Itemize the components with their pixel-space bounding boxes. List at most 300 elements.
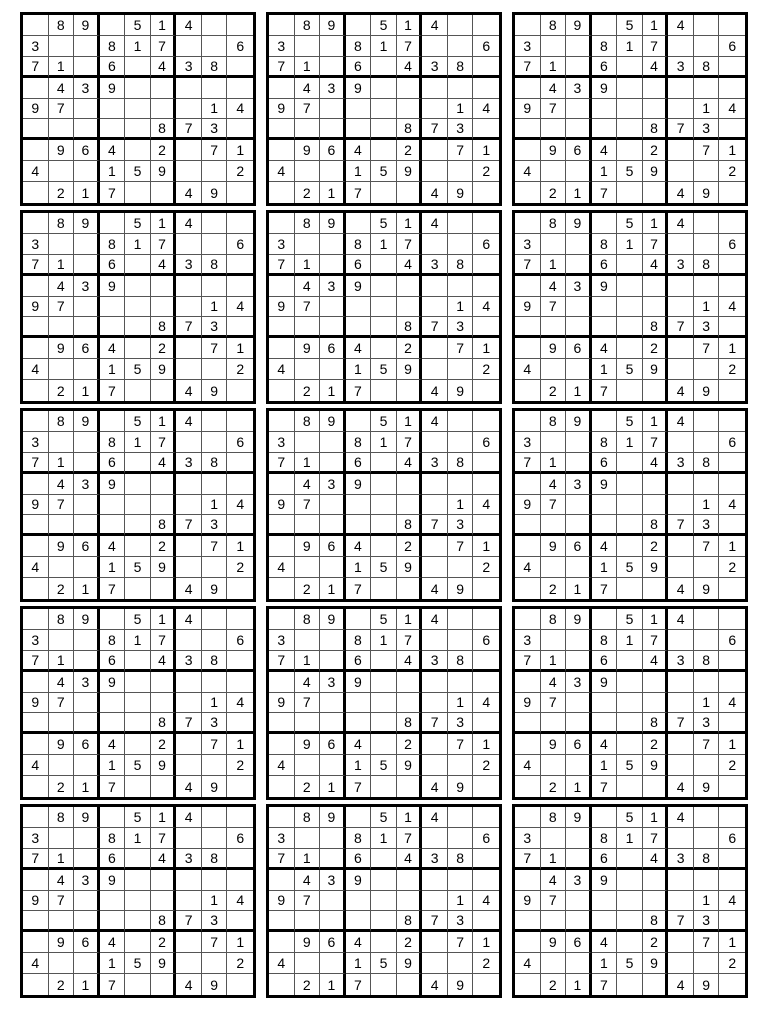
- sudoku-cell: [320, 891, 346, 912]
- sudoku-cell: 3: [269, 432, 295, 453]
- sudoku-cell: 4: [151, 453, 177, 474]
- sudoku-cell: 9: [643, 557, 669, 578]
- sudoku-cell: [74, 453, 100, 474]
- sudoku-cell: 4: [346, 338, 372, 359]
- sudoku-cell: 8: [100, 630, 126, 651]
- sudoku-cell: 1: [74, 380, 100, 401]
- sudoku-cell: [202, 474, 228, 495]
- sudoku-cell: [269, 974, 295, 995]
- sudoku-cell: [719, 276, 745, 297]
- sudoku-cell: 7: [515, 453, 541, 474]
- sudoku-cell: 3: [422, 453, 448, 474]
- sudoku-cell: 6: [592, 453, 618, 474]
- sudoku-cell: 3: [74, 78, 100, 99]
- sudoku-cell: 6: [473, 432, 499, 453]
- sudoku-cell: 7: [151, 36, 177, 57]
- sudoku-cell: [515, 474, 541, 495]
- sudoku-cell: 9: [49, 932, 75, 953]
- sudoku-cell: [202, 78, 228, 99]
- sudoku-cell: [49, 515, 75, 536]
- sudoku-cell: [397, 870, 423, 891]
- sudoku-cell: [643, 495, 669, 516]
- sudoku-cell: 9: [515, 297, 541, 318]
- sudoku-cell: 1: [100, 953, 126, 974]
- sudoku-cell: 7: [295, 99, 321, 120]
- sudoku-cell: [719, 713, 745, 734]
- sudoku-cell: [269, 78, 295, 99]
- sudoku-cell: 4: [176, 182, 202, 203]
- sudoku-cell: 5: [125, 15, 151, 36]
- sudoku-cell: 1: [448, 693, 474, 714]
- sudoku-cell: 6: [100, 849, 126, 870]
- sudoku-cell: 1: [592, 953, 618, 974]
- sudoku-cell: 4: [176, 213, 202, 234]
- sudoku-cell: 7: [643, 828, 669, 849]
- sudoku-cell: [566, 849, 592, 870]
- sudoku-cell: [473, 255, 499, 276]
- sudoku-cell: 8: [448, 453, 474, 474]
- sudoku-cell: [176, 870, 202, 891]
- sudoku-cell: 9: [566, 609, 592, 630]
- sudoku-cell: 6: [74, 140, 100, 161]
- sudoku-cell: [125, 515, 151, 536]
- sudoku-cell: 1: [346, 755, 372, 776]
- sudoku-cell: 9: [100, 870, 126, 891]
- sudoku-cell: 7: [202, 140, 228, 161]
- sudoku-cell: [371, 911, 397, 932]
- sudoku-cell: 2: [151, 536, 177, 557]
- sudoku-cell: [269, 515, 295, 536]
- sudoku-cell: [422, 891, 448, 912]
- sudoku-cell: 8: [397, 911, 423, 932]
- sudoku-cell: 4: [100, 932, 126, 953]
- sudoku-cell: [515, 713, 541, 734]
- sudoku-cell: 2: [151, 734, 177, 755]
- sudoku-cell: [125, 932, 151, 953]
- sudoku-cell: 3: [668, 57, 694, 78]
- sudoku-cell: [74, 57, 100, 78]
- sudoku-cell: [269, 276, 295, 297]
- sudoku-cell: 7: [541, 495, 567, 516]
- sudoku-cell: 4: [668, 807, 694, 828]
- sudoku-cell: 9: [566, 15, 592, 36]
- sudoku-cell: [719, 380, 745, 401]
- sudoku-cell: [448, 828, 474, 849]
- sudoku-cell: 1: [74, 578, 100, 599]
- sudoku-cell: 1: [473, 338, 499, 359]
- sudoku-cell: 7: [643, 630, 669, 651]
- sudoku-cell: [269, 338, 295, 359]
- sudoku-cell: 7: [668, 515, 694, 536]
- sudoku-cell: 1: [541, 255, 567, 276]
- sudoku-cell: 9: [592, 672, 618, 693]
- sudoku-cell: [202, 953, 228, 974]
- sudoku-puzzle: [266, 12, 502, 206]
- sudoku-cell: [269, 578, 295, 599]
- sudoku-cell: [668, 432, 694, 453]
- sudoku-cell: 1: [125, 36, 151, 57]
- sudoku-cell: [295, 359, 321, 380]
- sudoku-cell: 4: [295, 78, 321, 99]
- sudoku-cell: [125, 974, 151, 995]
- sudoku-cell: 4: [100, 536, 126, 557]
- sudoku-cell: 5: [125, 161, 151, 182]
- sudoku-cell: 4: [100, 338, 126, 359]
- sudoku-cell: [269, 380, 295, 401]
- sudoku-cell: 8: [49, 15, 75, 36]
- sudoku-cell: 6: [719, 36, 745, 57]
- sudoku-cell: [592, 713, 618, 734]
- sudoku-cell: 7: [668, 911, 694, 932]
- sudoku-cell: [592, 119, 618, 140]
- sudoku-cell: 7: [176, 119, 202, 140]
- sudoku-cell: [227, 57, 253, 78]
- sudoku-cell: 9: [592, 870, 618, 891]
- sudoku-cell: 7: [668, 317, 694, 338]
- sudoku-cell: 8: [448, 849, 474, 870]
- sudoku-cell: [566, 234, 592, 255]
- sudoku-cell: [125, 474, 151, 495]
- sudoku-cell: [125, 495, 151, 516]
- sudoku-cell: [371, 140, 397, 161]
- sudoku-cell: [346, 317, 372, 338]
- sudoku-cell: [617, 495, 643, 516]
- sudoku-cell: [668, 953, 694, 974]
- sudoku-cell: [397, 297, 423, 318]
- sudoku-puzzle: [512, 606, 748, 800]
- sudoku-cell: 2: [295, 578, 321, 599]
- sudoku-cell: [422, 140, 448, 161]
- sudoku-cell: 7: [592, 380, 618, 401]
- sudoku-cell: [668, 557, 694, 578]
- sudoku-cell: 5: [371, 213, 397, 234]
- sudoku-cell: [668, 338, 694, 359]
- sudoku-cell: 3: [176, 651, 202, 672]
- sudoku-cell: [668, 870, 694, 891]
- sudoku-cell: [371, 849, 397, 870]
- sudoku-cell: [151, 693, 177, 714]
- sudoku-cell: 9: [269, 495, 295, 516]
- sudoku-cell: 4: [49, 672, 75, 693]
- sudoku-puzzle: [512, 408, 748, 602]
- sudoku-cell: [151, 974, 177, 995]
- sudoku-cell: [566, 99, 592, 120]
- sudoku-cell: 1: [541, 849, 567, 870]
- sudoku-cell: 6: [592, 57, 618, 78]
- sudoku-cell: [371, 974, 397, 995]
- sudoku-cell: [269, 15, 295, 36]
- sudoku-puzzle: [266, 408, 502, 602]
- sudoku-cell: [719, 609, 745, 630]
- sudoku-puzzle: [20, 210, 256, 404]
- sudoku-cell: [176, 630, 202, 651]
- sudoku-cell: 3: [448, 911, 474, 932]
- sudoku-cell: 8: [151, 713, 177, 734]
- sudoku-cell: [668, 755, 694, 776]
- sudoku-cell: [371, 672, 397, 693]
- sudoku-cell: 4: [422, 974, 448, 995]
- sudoku-cell: [49, 557, 75, 578]
- sudoku-cell: [23, 911, 49, 932]
- sudoku-cell: [176, 276, 202, 297]
- sudoku-puzzle: [20, 12, 256, 206]
- sudoku-cell: 1: [151, 411, 177, 432]
- sudoku-cell: [151, 380, 177, 401]
- sudoku-cell: 1: [643, 609, 669, 630]
- sudoku-cell: [617, 140, 643, 161]
- sudoku-cell: [269, 713, 295, 734]
- sudoku-cell: 4: [227, 891, 253, 912]
- sudoku-cell: [23, 870, 49, 891]
- sudoku-cell: [566, 317, 592, 338]
- sudoku-cell: 9: [74, 213, 100, 234]
- sudoku-cell: 8: [202, 651, 228, 672]
- sudoku-cell: [125, 891, 151, 912]
- sudoku-cell: [49, 317, 75, 338]
- sudoku-cell: 7: [346, 182, 372, 203]
- sudoku-cell: 2: [227, 359, 253, 380]
- sudoku-cell: [617, 974, 643, 995]
- sudoku-cell: [515, 276, 541, 297]
- sudoku-cell: [422, 672, 448, 693]
- sudoku-cell: [23, 609, 49, 630]
- sudoku-cell: 2: [49, 578, 75, 599]
- sudoku-cell: 2: [49, 776, 75, 797]
- sudoku-cell: [694, 432, 720, 453]
- sudoku-cell: 7: [151, 630, 177, 651]
- sudoku-cell: [592, 411, 618, 432]
- sudoku-cell: 5: [125, 557, 151, 578]
- sudoku-cell: [202, 630, 228, 651]
- sudoku-cell: 6: [346, 255, 372, 276]
- sudoku-cell: 3: [668, 255, 694, 276]
- sudoku-cell: [473, 78, 499, 99]
- sudoku-cell: 4: [23, 755, 49, 776]
- sudoku-cell: [719, 911, 745, 932]
- sudoku-cell: 4: [269, 755, 295, 776]
- sudoku-cell: [566, 953, 592, 974]
- sudoku-cell: [617, 672, 643, 693]
- sudoku-cell: 8: [592, 432, 618, 453]
- sudoku-cell: 5: [371, 557, 397, 578]
- sudoku-cell: 7: [269, 849, 295, 870]
- sudoku-cell: 7: [397, 36, 423, 57]
- sudoku-cell: 6: [100, 57, 126, 78]
- sudoku-cell: [473, 119, 499, 140]
- sudoku-cell: 9: [269, 891, 295, 912]
- sudoku-cell: 1: [617, 36, 643, 57]
- sudoku-cell: [227, 182, 253, 203]
- sudoku-cell: [422, 536, 448, 557]
- sudoku-cell: [566, 36, 592, 57]
- sudoku-cell: [371, 119, 397, 140]
- sudoku-cell: [269, 672, 295, 693]
- sudoku-cell: 1: [371, 36, 397, 57]
- sudoku-cell: 7: [100, 578, 126, 599]
- sudoku-puzzle: [266, 210, 502, 404]
- sudoku-cell: [473, 672, 499, 693]
- sudoku-cell: [227, 474, 253, 495]
- sudoku-cell: 8: [202, 453, 228, 474]
- sudoku-cell: 7: [269, 57, 295, 78]
- sudoku-cell: 4: [176, 578, 202, 599]
- sudoku-cell: 1: [371, 630, 397, 651]
- sudoku-cell: [694, 411, 720, 432]
- sudoku-cell: 5: [617, 557, 643, 578]
- sudoku-cell: [515, 870, 541, 891]
- sudoku-cell: 1: [371, 432, 397, 453]
- sudoku-cell: [227, 713, 253, 734]
- sudoku-cell: 4: [422, 411, 448, 432]
- sudoku-cell: 4: [668, 15, 694, 36]
- sudoku-cell: [473, 974, 499, 995]
- sudoku-cell: 1: [100, 755, 126, 776]
- sudoku-cell: [592, 891, 618, 912]
- sudoku-cell: 1: [719, 536, 745, 557]
- sudoku-cell: [23, 213, 49, 234]
- sudoku-cell: [346, 911, 372, 932]
- sudoku-cell: [643, 182, 669, 203]
- sudoku-cell: [125, 338, 151, 359]
- sudoku-cell: 4: [541, 870, 567, 891]
- sudoku-cell: [202, 234, 228, 255]
- sudoku-cell: 1: [49, 255, 75, 276]
- sudoku-cell: [515, 578, 541, 599]
- sudoku-cell: [176, 693, 202, 714]
- sudoku-cell: 9: [23, 99, 49, 120]
- sudoku-cell: 7: [23, 57, 49, 78]
- sudoku-cell: 3: [320, 78, 346, 99]
- sudoku-cell: 4: [176, 609, 202, 630]
- sudoku-cell: 1: [295, 453, 321, 474]
- sudoku-cell: 2: [227, 755, 253, 776]
- sudoku-cell: 2: [295, 182, 321, 203]
- sudoku-cell: [23, 776, 49, 797]
- sudoku-cell: [566, 911, 592, 932]
- sudoku-cell: [227, 609, 253, 630]
- sudoku-cell: 4: [49, 276, 75, 297]
- sudoku-cell: 7: [346, 974, 372, 995]
- sudoku-cell: [320, 849, 346, 870]
- sudoku-cell: [371, 536, 397, 557]
- sudoku-cell: [668, 536, 694, 557]
- sudoku-cell: 6: [719, 828, 745, 849]
- sudoku-cell: 6: [100, 255, 126, 276]
- sudoku-cell: [371, 317, 397, 338]
- sudoku-cell: 4: [151, 651, 177, 672]
- sudoku-cell: [320, 36, 346, 57]
- sudoku-cell: 6: [346, 651, 372, 672]
- sudoku-cell: 2: [473, 755, 499, 776]
- sudoku-cell: 8: [295, 213, 321, 234]
- sudoku-cell: 7: [422, 713, 448, 734]
- sudoku-cell: 3: [23, 630, 49, 651]
- sudoku-cell: [176, 734, 202, 755]
- sudoku-cell: 8: [100, 36, 126, 57]
- sudoku-cell: [719, 411, 745, 432]
- sudoku-cell: [719, 974, 745, 995]
- sudoku-cell: 8: [694, 651, 720, 672]
- sudoku-cell: 1: [346, 359, 372, 380]
- sudoku-cell: 1: [202, 99, 228, 120]
- sudoku-cell: [422, 338, 448, 359]
- sudoku-cell: 3: [202, 713, 228, 734]
- sudoku-cell: 1: [320, 380, 346, 401]
- sudoku-cell: 8: [100, 234, 126, 255]
- sudoku-cell: [23, 338, 49, 359]
- sudoku-cell: 3: [74, 276, 100, 297]
- sudoku-cell: [23, 932, 49, 953]
- sudoku-cell: 2: [473, 953, 499, 974]
- sudoku-cell: [422, 953, 448, 974]
- sudoku-cell: 6: [473, 36, 499, 57]
- sudoku-cell: [320, 57, 346, 78]
- sudoku-cell: 4: [397, 453, 423, 474]
- sudoku-cell: [541, 755, 567, 776]
- sudoku-cell: [668, 891, 694, 912]
- sudoku-cell: [23, 276, 49, 297]
- sudoku-cell: [176, 36, 202, 57]
- sudoku-cell: 9: [346, 870, 372, 891]
- sudoku-cell: 6: [100, 453, 126, 474]
- sudoku-cell: [151, 870, 177, 891]
- sudoku-cell: [49, 432, 75, 453]
- sudoku-cell: [346, 99, 372, 120]
- sudoku-cell: 1: [74, 182, 100, 203]
- sudoku-cell: [371, 776, 397, 797]
- sudoku-cell: [592, 911, 618, 932]
- sudoku-cell: [295, 713, 321, 734]
- sudoku-cell: 9: [74, 609, 100, 630]
- sudoku-cell: [100, 213, 126, 234]
- sudoku-cell: [151, 99, 177, 120]
- sudoku-cell: [719, 474, 745, 495]
- sudoku-cell: 9: [202, 182, 228, 203]
- sudoku-cell: 3: [269, 630, 295, 651]
- sudoku-cell: 7: [397, 432, 423, 453]
- sudoku-cell: 9: [23, 693, 49, 714]
- sudoku-cell: 1: [643, 807, 669, 828]
- sudoku-cell: 9: [448, 182, 474, 203]
- sudoku-cell: 5: [371, 161, 397, 182]
- sudoku-cell: 8: [643, 911, 669, 932]
- sudoku-cell: 3: [515, 828, 541, 849]
- sudoku-cell: [719, 578, 745, 599]
- sudoku-cell: 2: [541, 974, 567, 995]
- sudoku-cell: 9: [448, 776, 474, 797]
- sudoku-cell: 9: [566, 213, 592, 234]
- sudoku-cell: [617, 317, 643, 338]
- sudoku-cell: [346, 515, 372, 536]
- sudoku-cell: 9: [295, 338, 321, 359]
- sudoku-cell: 6: [320, 932, 346, 953]
- sudoku-cell: [668, 734, 694, 755]
- sudoku-cell: 6: [346, 453, 372, 474]
- sudoku-cell: 7: [49, 693, 75, 714]
- sudoku-cell: [448, 213, 474, 234]
- sudoku-cell: [566, 57, 592, 78]
- sudoku-cell: 4: [295, 672, 321, 693]
- sudoku-cell: [346, 297, 372, 318]
- sudoku-cell: [566, 515, 592, 536]
- sudoku-cell: 7: [668, 713, 694, 734]
- sudoku-cell: 7: [694, 734, 720, 755]
- sudoku-cell: [100, 495, 126, 516]
- sudoku-cell: [371, 474, 397, 495]
- sudoku-cell: [320, 651, 346, 672]
- sudoku-cell: [49, 713, 75, 734]
- sudoku-cell: 1: [125, 828, 151, 849]
